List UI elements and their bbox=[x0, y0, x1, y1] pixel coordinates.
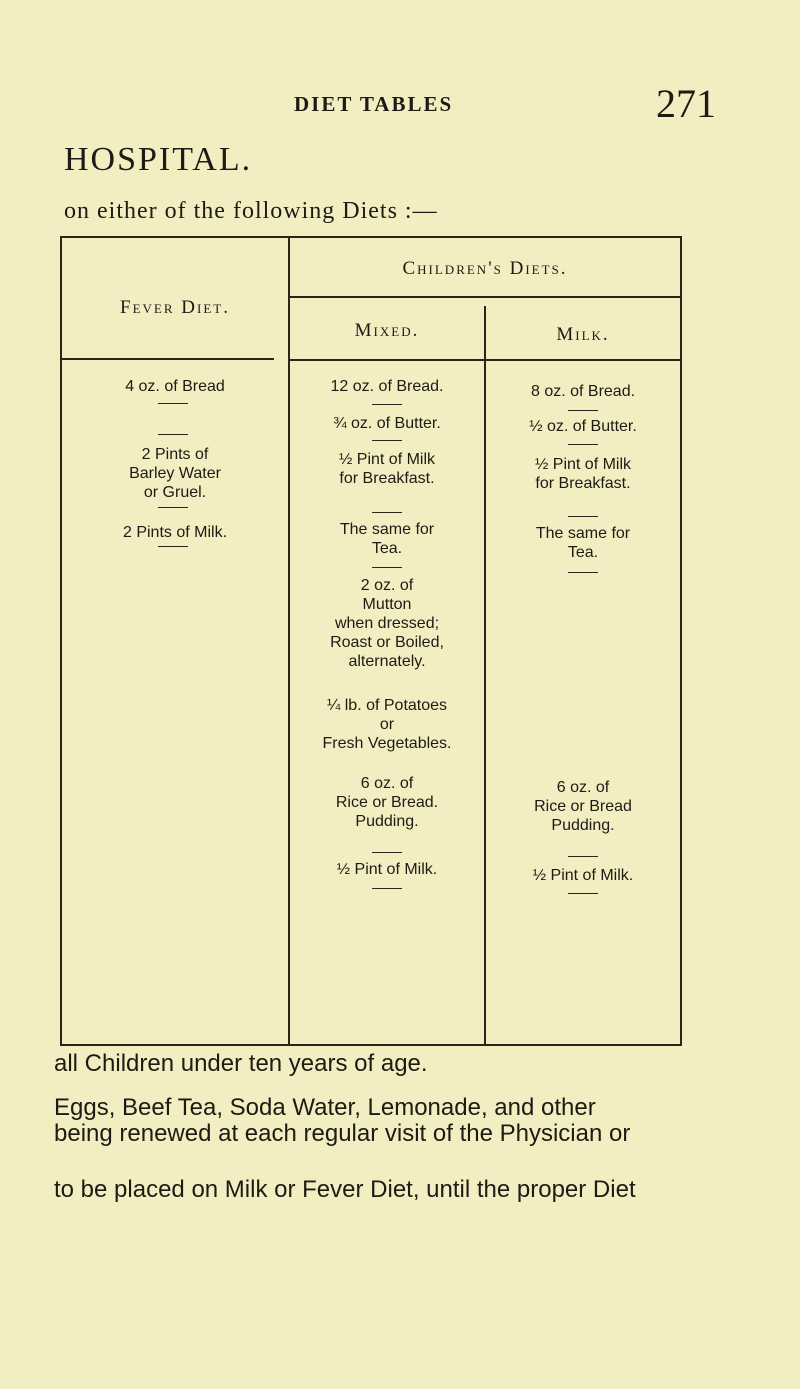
mixed-rule-5 bbox=[372, 852, 402, 853]
mixed-diet-column bbox=[290, 238, 484, 1044]
extras-note-line-2: being renewed at each regular visit of the Physician or bbox=[54, 1120, 631, 1147]
mixed-rule-1 bbox=[372, 404, 402, 405]
mixed-mutton-1: 2 oz. of bbox=[360, 577, 414, 594]
mixed-pudding-3: Pudding. bbox=[355, 813, 419, 830]
mixed-diet-header: Mixed. bbox=[354, 320, 420, 341]
fever-barley-1: 2 Pints of bbox=[141, 446, 209, 463]
mixed-mutton-5: alternately. bbox=[348, 653, 426, 670]
milk-rule-5 bbox=[568, 856, 598, 857]
mixed-mutton-2: Mutton bbox=[362, 596, 412, 613]
milk-evening-milk: ½ Pint of Milk. bbox=[532, 867, 634, 884]
mixed-potatoes-1: ¼ lb. of Potatoes bbox=[326, 697, 448, 714]
milk-tea-1: The same for bbox=[535, 525, 631, 542]
mixed-breakfast-2: for Breakfast. bbox=[339, 470, 435, 487]
milk-breakfast-1: ½ Pint of Milk bbox=[534, 456, 632, 473]
mixed-bread: 12 oz. of Bread. bbox=[330, 378, 444, 395]
milk-rule-3 bbox=[568, 516, 598, 517]
fever-barley-3: or Gruel. bbox=[143, 484, 207, 501]
milk-rule-1 bbox=[568, 410, 598, 411]
mixed-rule-6 bbox=[372, 888, 402, 889]
milk-rule-6 bbox=[568, 893, 598, 894]
mixed-tea-1: The same for bbox=[339, 521, 435, 538]
milk-pudding-2: Rice or Bread bbox=[534, 798, 632, 815]
milk-breakfast-2: for Breakfast. bbox=[535, 475, 631, 492]
fever-milk: 2 Pints of Milk. bbox=[122, 524, 228, 541]
extras-note-line-1: Eggs, Beef Tea, Soda Water, Lemonade, and other bbox=[54, 1094, 596, 1121]
childrens-diets-header: Children's Diets. bbox=[402, 258, 568, 279]
milk-pudding-1: 6 oz. of bbox=[556, 779, 610, 796]
fever-rule-2 bbox=[158, 434, 188, 435]
milk-butter: ½ oz. of Butter. bbox=[529, 418, 637, 435]
mixed-rule-2 bbox=[372, 440, 402, 441]
mixed-tea-2: Tea. bbox=[371, 540, 403, 557]
diet-table bbox=[60, 236, 682, 1046]
mixed-potatoes-3: Fresh Vegetables. bbox=[322, 735, 452, 752]
fever-rule-1 bbox=[158, 403, 188, 404]
mixed-mutton-4: Roast or Boiled, bbox=[330, 634, 444, 651]
page-title: HOSPITAL. bbox=[64, 141, 253, 178]
mixed-pudding-1: 6 oz. of bbox=[360, 775, 414, 792]
fever-bread: 4 oz. of Bread bbox=[125, 378, 225, 395]
mixed-potatoes-2: or bbox=[379, 716, 395, 733]
fever-diet-header: Fever Diet. bbox=[120, 297, 230, 318]
mixed-butter: ¾ oz. of Butter. bbox=[333, 415, 441, 432]
mixed-rule-4 bbox=[372, 567, 402, 568]
fever-barley-2: Barley Water bbox=[129, 465, 221, 482]
milk-pudding-3: Pudding. bbox=[551, 817, 615, 834]
fever-diet-column bbox=[62, 238, 288, 1044]
fever-rule-3 bbox=[158, 507, 188, 508]
children-note: all Children under ten years of age. bbox=[54, 1050, 428, 1077]
milk-bread: 8 oz. of Bread. bbox=[530, 383, 636, 400]
mixed-evening-milk: ½ Pint of Milk. bbox=[336, 861, 438, 878]
milk-diet-column bbox=[486, 238, 680, 1044]
milk-rule-4 bbox=[568, 572, 598, 573]
milk-diet-header: Milk. bbox=[556, 324, 610, 345]
page-number: 271 bbox=[656, 81, 716, 126]
running-head: DIET TABLES bbox=[294, 92, 454, 116]
diet-note: to be placed on Milk or Fever Diet, until the proper Diet bbox=[54, 1176, 636, 1203]
intro-text: on either of the following Diets :— bbox=[64, 198, 438, 224]
milk-tea-2: Tea. bbox=[567, 544, 599, 561]
fever-rule-4 bbox=[158, 546, 188, 547]
mixed-breakfast-1: ½ Pint of Milk bbox=[338, 451, 436, 468]
milk-rule-2 bbox=[568, 444, 598, 445]
mixed-mutton-3: when dressed; bbox=[334, 615, 440, 632]
mixed-pudding-2: Rice or Bread. bbox=[335, 794, 439, 811]
mixed-rule-3 bbox=[372, 512, 402, 513]
